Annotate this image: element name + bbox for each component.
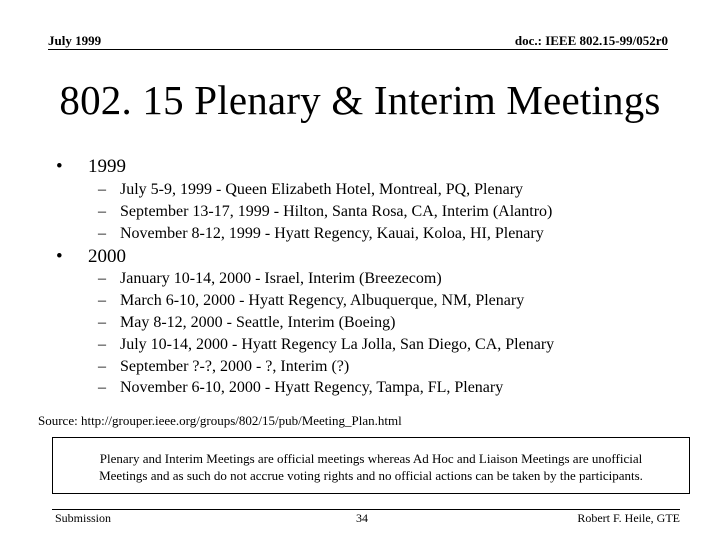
list-item-text: September ?-?, 2000 - ?, Interim (?) [120, 358, 350, 375]
bullet-icon: • [56, 246, 63, 267]
source-citation: Source: http://grouper.ieee.org/groups/802/15/pub/Meeting_Plan.html [38, 413, 402, 428]
dash-icon: – [98, 181, 106, 198]
header-date: July 1999 [48, 33, 102, 48]
list-item-text: November 6-10, 2000 - Hyatt Regency, Tampa, FL, Plenary [120, 379, 504, 396]
list-item [98, 358, 349, 376]
footer-divider [52, 509, 680, 510]
footer-author: Robert F. Heile, GTE [577, 511, 680, 525]
notice-line-1: Plenary and Interim Meetings are official meetings whereas Ad Hoc and Liaison Meetings are unofficial [99, 451, 643, 466]
slide-title: 802. 15 Plenary & Interim Meetings [59, 77, 661, 123]
list-item [98, 314, 396, 332]
dash-icon: – [98, 292, 106, 309]
list-item [98, 292, 524, 310]
list-item [98, 203, 552, 221]
notice-line-2: Meetings and as such do not accrue voting rights and no official actions can be taken by the participants. [99, 468, 643, 483]
notice-box [52, 437, 690, 494]
list-item [98, 270, 442, 288]
dash-icon: – [98, 379, 106, 396]
list-item-text: January 10-14, 2000 - Israel, Interim (Breezecom) [120, 270, 442, 287]
dash-icon: – [98, 225, 106, 242]
list-item-text: May 8-12, 2000 - Seattle, Interim (Boeing) [120, 314, 396, 331]
dash-icon: – [98, 314, 106, 331]
list-item-text: March 6-10, 2000 - Hyatt Regency, Albuquerque, NM, Plenary [120, 292, 525, 309]
header-doc-id: doc.: IEEE 802.15-99/052r0 [514, 33, 668, 48]
header-divider [48, 49, 668, 50]
list-item [98, 181, 523, 199]
dash-icon: – [98, 336, 106, 353]
footer-submission: Submission [55, 511, 112, 525]
section-bullet-1999 [56, 156, 126, 178]
dash-icon: – [98, 358, 106, 375]
bullet-icon: • [56, 156, 63, 177]
section-label: 2000 [88, 246, 126, 267]
dash-icon: – [98, 203, 106, 220]
list-item-text: July 10-14, 2000 - Hyatt Regency La Jolla, San Diego, CA, Plenary [120, 336, 555, 353]
list-item [98, 225, 544, 243]
section-label: 1999 [88, 156, 126, 177]
page-number: 34 [356, 511, 368, 525]
list-item-text: September 13-17, 1999 - Hilton, Santa Rosa, CA, Interim (Alantro) [120, 203, 553, 220]
section-bullet-2000 [56, 246, 126, 268]
list-item [98, 336, 554, 354]
list-item-text: November 8-12, 1999 - Hyatt Regency, Kauai, Koloa, HI, Plenary [120, 225, 544, 242]
list-item-text: July 5-9, 1999 - Queen Elizabeth Hotel, Montreal, PQ, Plenary [120, 181, 524, 198]
dash-icon: – [98, 270, 106, 287]
list-item [98, 379, 503, 397]
